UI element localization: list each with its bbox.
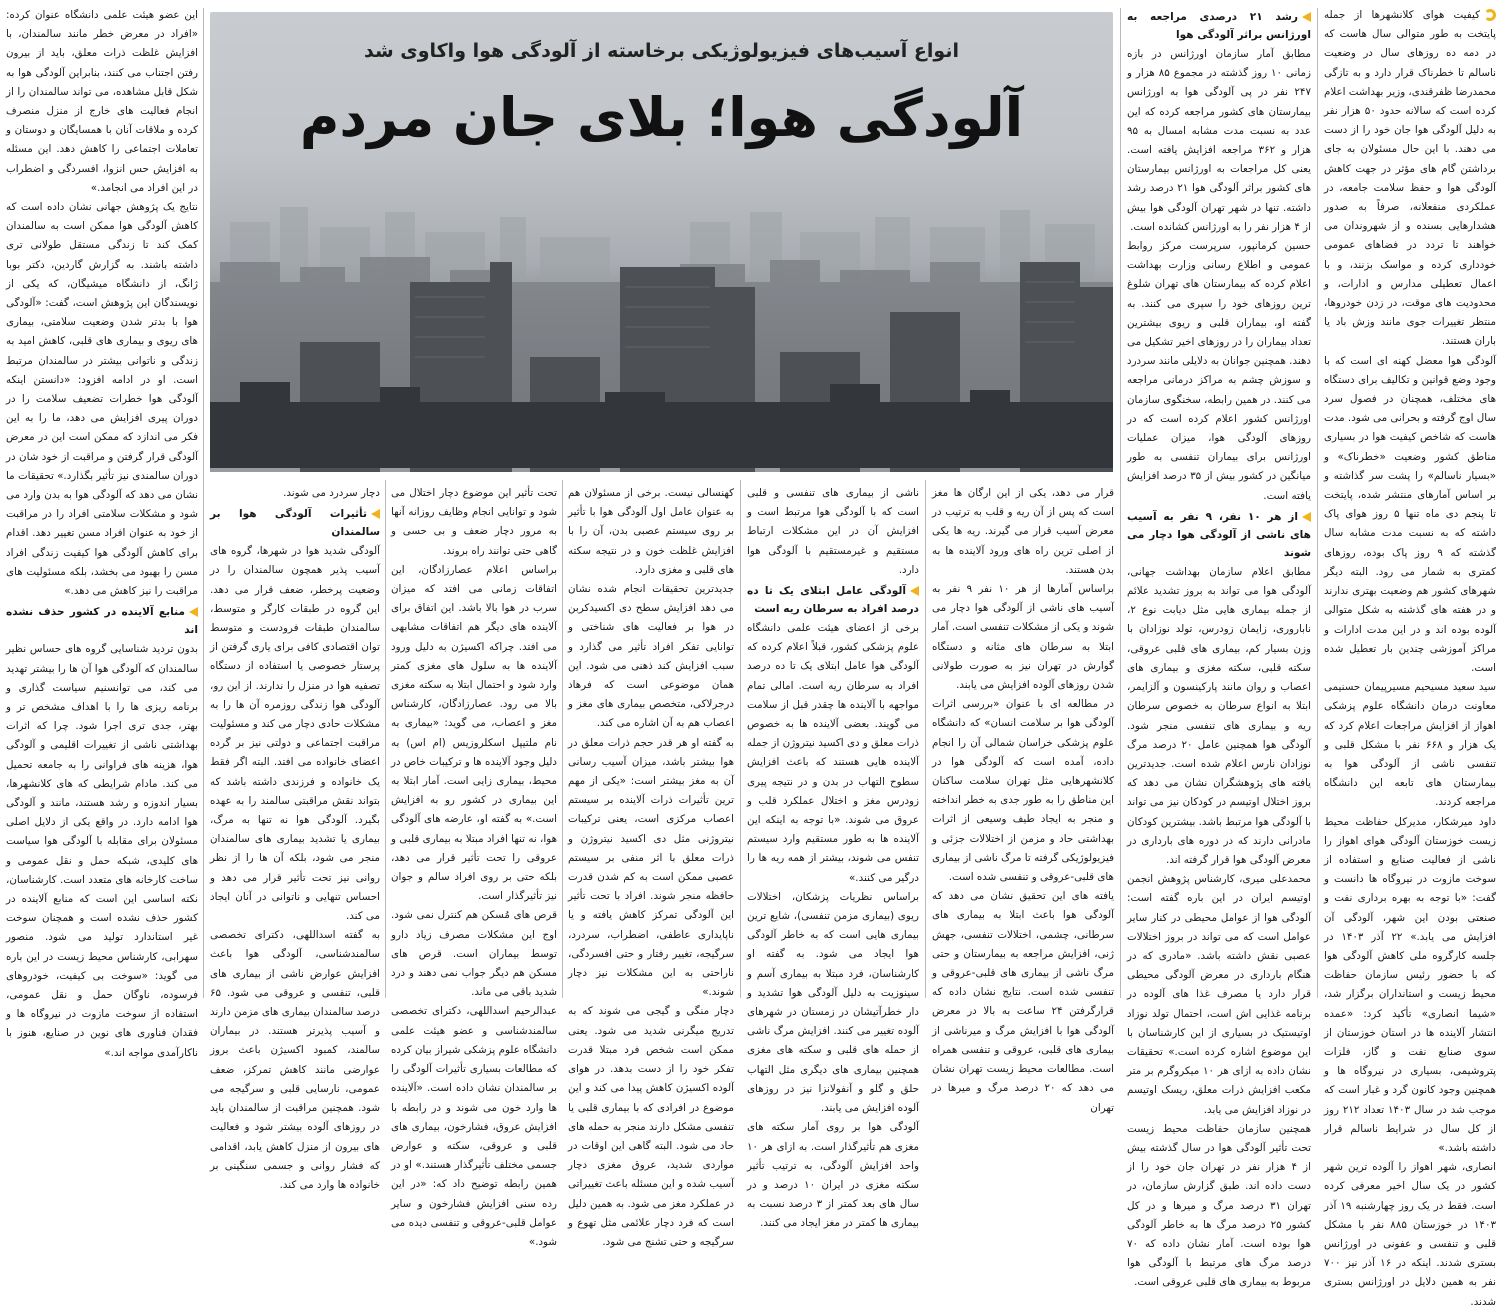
article-column-4: [747, 484, 919, 1230]
article-column-1: [1323, 6, 1497, 1308]
article-column-7: [210, 484, 380, 1191]
paragraph: مطابق اعلام سازمان بهداشت جهانی، آلودگی هوا می تواند به بروز تشدید علائم از جمله بیماری هایی مثل دیابت نوع ۲، ناباروری، زایمان زودرس، تولد نوزادان با وزن بسیار کم، بیماری های قلبی عروقی، سکته قلبی، سکته مغزی و بیماری های اعصاب و روان مانند پارکینسون و آلزایمر، ابتلا به انواع سرطان به خصوص سرطان ریه و بیماری های تنفسی منجر شود. آلودگی هوا همچنین عامل ۲۰ درصد مرگ نوزادان نارس اعلام شده است. جدیدترین یافته های پژوهشگران نشان می دهد که بروز اختلال اوتیسم در کودکان نیز می تواند با آلودگی هوا مرتبط باشد. بیشترین کودکان مادرانی دارند که در دوره های بارداری در معرض آلودگی هوا قرار گرفته اند.: [1127, 565, 1311, 866]
article-column-5: [568, 484, 734, 1248]
paragraph: در مطالعه ای با عنوان «بررسی اثرات آلودگی هوا بر سلامت انسان» که دانشگاه علوم پزشکی خراسان شمالی آن را انجام داده، آمده است که آلودگی هوا در کلانشهرهایی مثل تهران سلامت ساکنان این مناطق را به طور جدی به خطر انداخته و منجر به ایجاد طیف وسیعی از اثرات بهداشتی حاد و مزمن از اختلالات جزئی و فیزیولوژیکی گرفته تا مرگ ناشی از بیماری های قلبی-عروقی و تنفسی شده است.: [932, 698, 1114, 884]
page-headline: آلودگی هوا؛ بلای جان مردم: [299, 86, 1024, 149]
paragraph: آلودگی شدید هوا در شهرها، گروه های آسیب پذیر همچون سالمندان را در وضعیت پرخطر، ضعف قرار می دهد. این گروه در طبقات کارگر و متوسط، سالمندان طبقات فرودست و متوسط توان اقتصادی کافی برای یاری گرفتن از پرستار خصوصی یا استفاده از دستگاه تصفیه هوا در منزل را ندارند. از این رو، آلودگی هوا زندگی روزمره آن ها را به مشکلات حادی دچار می کند و مسئولیت مراقبت اجتماعی و دولتی نیز بر گرده اعضای خانواده می افتد. البته اگر فقط یک خانواده و فرزندی داشته باشد که بتواند نقش مراقبتی سالمند را به عهده بگیرد. آلودگی هوا نه تنها به مرگ، بیماری یا تشدید بیماری های سالمندان منجر می شود، بلکه آن ها را از نظر روانی نیز تحت تأثیر قرار می دهد و احساس تنهایی و ناتوانی در آنان ایجاد می کند.: [210, 545, 380, 923]
paragraph: براساس اعلام عصارزادگان، این اتفاقات زمانی می افتد که میزان سرب در هوا بالا باشد. این اتفاق برای آلاینده های دیگر هم اتفاقات مشابهی می افتد. چراکه اکسیژن به دلیل ورود آلاینده ها به سلول های مغزی کمتر وارد شود و احتمال ابتلا به سکته مغزی بالا می رود. عصارزادگان، کارشناس مغز و اعصاب، می گوید: «بیماری به نام ملتیپل اسکلروزیس (ام اس) به دلیل وجود آلاینده ها و ترکیبات خاص در محیط، بیماری زایی است. آمار ابتلا به این بیماری در کشور رو به افزایش است.» به گفته او، عارضه های آلودگی هوا، نه تنها افراد مبتلا به بیماری قلبی و عروقی را تحت تأثیر قرار می دهد، بلکه حتی بر روی افراد سالم و جوان نیز تأثیرگذار است.: [391, 563, 557, 903]
paragraph: انصاری، شهر اهواز را آلوده ترین شهر کشور در یک سال اخیر معرفی کرده است. فقط در یک روز چهارشنبه ۱۹ آذر ۱۴۰۳ در خوزستان ۸۸۵ نفر با مشکل قلبی و تنفسی و عفونی در اورژانس بستری شدند. اینکه در ۱۶ آذر نیز ۷۰۰ نفر به همین دلایل در اورژانس بستری شدند.: [1324, 1161, 1497, 1308]
headline-subtitle: انواع آسیب‌های فیزیولوژیکی برخاسته از آلودگی هوا واکاوی شد: [364, 40, 959, 62]
article-column-2: [1127, 6, 1312, 1289]
article-column-3: [932, 484, 1114, 1114]
paragraph: آلودگی هوا معضل کهنه ای است که با وجود وضع قوانین و تکالیف برای دستگاه های مختلف، همچنان در فصول سرد سال اوج گرفته و بحرانی می شود. مدت هاست که شاخص کیفیت هوا در بسیاری مناطق کشور وضعیت «خطرناک» و «بسیار ناسالم» را پشت سر گذاشته و بر اساس آمارهای منتشر شده، پایتخت تا پنجم دی ماه تنها ۵ روز هوای پاک داشته که به نسبت مدت مشابه سال گذشته که ۹ روز پاک بوده، روزهای کمتری به شمار می رود. البته دیگر شهرهای کشور هم وضعیت بهتری ندارند و در هفته های گذشته به شکل متوالی آلوده بوده اند و در این مدت ادارات و مراکز آموزشی چندین بار تعطیل شده است.: [1324, 354, 1497, 674]
paragraph: این عضو هیئت علمی دانشگاه عنوان کرده: «افراد در معرض خطر مانند سالمندان، با افزایش غلظت ذرات معلق، باید از بیرون رفتن اجتناب می کنند، بنابراین آلودگی هوا به شکل قابل مشاهده، می تواند سالمندان را از انجام فعالیت های خارج از منزل منصرف کرده و ملاقات آنان با همسایگان و دوستان و تعاملات اجتماعی را کاهش دهد. این مسئله به افزایش حس انزوا، افسردگی و اضطراب در این افراد می انجامد.»: [6, 9, 198, 194]
paragraph: تحت تأثیر این موضوع دچار اختلال می شود و توانایی انجام وظایف روزانه آنها به مرور دچار ضعف و بی حسی و گاهی حتی توانند راه بروند.: [391, 487, 557, 557]
hero-photo: [210, 12, 1113, 468]
column-rule: [385, 480, 386, 998]
column-rule: [740, 480, 741, 998]
column-rule: [1120, 8, 1121, 998]
paragraph: به گفته او هر قدر حجم ذرات معلق در هوا بیشتر باشد، میزان آسیب رسانی آن به مغز بیشتر است: «یکی از مهم ترین تأثیرات ذرات آلاینده بر سیستم اعصاب مرکزی است، یعنی ترکیبات نیتروژنی مثل دی اکسید نیتروژن و ذرات معلق با اثر منفی بر سیستم عصبی ممکن است به کم شدن قدرت حافظه منجر شوند. افراد با تحت تأثیر این آلودگی تمرکز کاهش یافته و یا ناپایداری عاطفی، اضطراب، سردرد، سرگیجه، تغییر رفتار و حتی افسردگی، ناراحتی به این مشکلات نیز دچار شوند.»: [568, 736, 734, 999]
section-subheading: از هر ۱۰ نفر، ۹ نفر به آسیب های ناشی از آلودگی هوا دچار می شوند: [1127, 508, 1311, 562]
paragraph: به گفته اسداللهی، دکترای تخصصی سالمندشناسی، آلودگی هوا باعث افزایش عوارض ناشی از بیماری های قلبی، تنفسی و عروقی می شود. ۶۵ درصد سالمندان بیماری های مزمن دارند و آسیب پذیرتر هستند. در بیماران سالمند، کمبود اکسیژن باعث بروز عوارضی مانند کاهش تمرکز، ضعف عمومی، نارسایی قلبی و سرگیجه می شود. همچنین مراقبت از سالمندان باید در روزهای آلوده بیشتر شود و فعالیت های بیرون از منزل کاهش یابد، اقدامی که فشار روانی و جسمی سنگینی بر خانواده ها وارد می کند.: [210, 929, 380, 1191]
paragraph: ناشی از بیماری های تنفسی و قلبی است که با آلودگی هوا مرتبط است و افزایش آن در این مشکلات ارتباط مستقیم و غیرمستقیم با آلودگی هوا دارد.: [747, 487, 919, 576]
section-subheading: رشد ۲۱ درصدی مراجعه به اورژانس براثر آلودگی هوا: [1127, 8, 1311, 44]
paragraph: برخی از اعضای هیئت علمی دانشگاه علوم پزشکی کشور، قبلاً اعلام کرده که آلودگی هوا عامل ابتلای یک تا ده درصد افراد به سرطان ریه است. امالی تمام مواجهه با آلاینده ها چقدر قبل از سلامت می گویند. بعضی آلاینده ها به خصوص ذرات معلق و دی اکسید نیتروژن از جمله آلاینده هایی هستند که باعث افزایش سطوح التهاب در بدن و در نتیجه پیری زودرس مغز و اختلال عملکرد قلب و عروق می شوند. «با توجه به اینکه این آلاینده ها به طور مستقیم وارد سیستم تنفس می شوند، بیشتر از همه ریه ها را درگیر می کنند.»: [747, 622, 919, 884]
paragraph: مطابق آمار سازمان اورژانس در بازه زمانی ۱۰ روز گذشته در مجموع ۸۵ هزار و ۲۴۷ نفر در پی آلودگی هوا به اورژانس بیمارستان های کشور مراجعه کرده که این عدد به نسبت مدت مشابه امسال به ۹۵ هزار و ۳۶۲ مراجعه افزایش یافته است. یعنی کل مراجعات به اورژانس بیمارستان های کشور براثر آلودگی هوا ۲۱ درصد رشد داشته. تنها در شهر تهران آلودگی هوا بیش از ۴ هزار نفر را به اورژانس کشانده است.: [1127, 48, 1311, 233]
section-subheading: آلودگی عامل ابتلای یک تا ده درصد افراد به سرطان ریه است: [747, 582, 919, 618]
paragraph: آلودگی هوا بر روی آمار سکته های مغزی هم تأثیرگذار است. به ازای هر ۱۰ واحد افزایش آلودگی، به ترتیب تأثیر سکته مغزی در ایران ۱۰ درصد و در سال های بعد کمتر از ۳ درصد نسبت به بیماری ها کمتر در مغز ایجاد می کنند.: [747, 1121, 919, 1230]
paragraph: جدیدترین تحقیقات انجام شده نشان می دهد افزایش سطح دی اکسیدکربن در هوا بر فعالیت های شناختی و توانایی تفکر افراد تأثیر می گذارد و سبب افزایش کند ذهنی می شود. این همان موضوعی است که فرهاد درجرلاکی، متخصص بیماری های مغز و اعصاب هم به آن اشاره می کند.: [568, 583, 734, 730]
section-subheading: تأثیرات آلودگی هوا بر سالمندان: [210, 505, 380, 541]
paragraph: یافته های این تحقیق نشان می دهد که آلودگی هوا باعث ابتلا به بیماری های سرطانی، چشمی، اختلالات تنفسی، جهش ژنی، افزایش مراجعه به بیمارستان و حتی مرگ ناشی از بیماری های قلبی-عروقی و تنفسی شده است. نتایج نشان داده که قرارگرفتن ۲۴ ساعت به بالا در معرض آلودگی هوا با افزایش مرگ و میرناشی از بیماری های قلبی، عروقی و تنفسی همراه است. مطالعات محیط زیست تهران نشان می دهد که ۲۰ درصد مرگ و میرها در تهران: [932, 890, 1114, 1114]
paragraph: دچار منگی و گیجی می شوند که به تدریج میگرنی شدید می شود. یعنی ممکن است شخص فرد مبتلا قدرت تفکر خود را از دست بدهد. در هوای آلوده اکسیژن کاهش پیدا می کند و این موضوع در افرادی که با بیماری قلبی یا تنفسی مشکل دارند منجر به حمله های حاد می شود. البته گاهی این اوقات در مواردی شدید، عروق مغزی دچار آسیب شده و این مسئله باعث تغییراتی در عملکرد مغز می شود. به همین دلیل است که فرد دچار علائمی مثل تهوع و سرگیجه و حتی تشنج می شود.: [568, 1005, 734, 1248]
section-subheading: منابع آلاینده در کشور حذف نشده اند: [6, 603, 198, 639]
paragraph: کیفیت هوای کلانشهرها از جمله پایتخت به طور متوالی سال هاست که در دمه ده روزهای سال در وضعیت ناسالم تا خطرناک قرار دارد و به تازگی محمدرضا ظفرقندی، وزیر بهداشت اعلام کرده است که سالانه حدود ۵۰ هزار نفر به دلیل آلودگی هوا جان خود را از دست می دهند. با این حال مسئولان به جای برداشتن گام های مؤثر در جهت کاهش آلودگی هوا و حفظ سلامت جامعه، در عملکردی منفعلانه، صرفاً به صدور هشدارهایی بسنده و از شهروندان می خواهند تا تردد در فضاهای عمومی خودداری کرده و مواسک بزنند، و با اعمال تعطیلی مدارس و ادارات، و محدودیت های موقت، در زدن خودروها، منتظر تغییرات جوی مانند وزش باد یا باران هستند.: [1324, 6, 1496, 352]
column-rule: [562, 480, 563, 998]
article-column-8: [6, 6, 198, 1059]
paragraph: قرار می دهد، یکی از این ارگان ها مغز است که پس از آن ریه و قلب به ترتیب در معرض آسیب قرار می گیرند. ریه ها یکی از اصلی ترین راه های ورود آلاینده ها به بدن هستند.: [932, 487, 1114, 576]
paragraph: داود میرشکار، مدیرکل حفاظت محیط زیست خوزستان آلودگی هوای اهواز را ناشی از فعالیت صنایع و استفاده از سوخت مازوت در نیروگاه ها دانست و گفت: «با توجه به بهره برداری نفت و صنعتی بودن این شهر، آلودگی آن افزایش می یابد.» ۲۲ آذر ۱۴۰۳ در جلسه کارگروه ملی کاهش آلودگی هوا که با حضور رئیس سازمان حفاظت محیط زیست و استانداران برگزار شد، «شیما انصاری» تأکید کرد: «عمده انتشار آلاینده ها در استان خوزستان از سوی صنایع نفت و گاز، فلزات پتروشیمی، بسیاری در نیروگاه ها و همچنین وجود کانون گرد و غبار است که موجب شد در سال ۱۴۰۳ تعداد ۲۱۲ روز از کل سال در شرایط ناسالم قرار داشته باشد.»: [1324, 815, 1496, 1154]
paragraph: محمدعلی میری، کارشناس پژوهش انجمن اوتیسم ایران در این باره گفته است: آلودگی هوا از عوامل محیطی در کنار سایر عوامل است که می تواند در بروز اختلالات عصبی نقش داشته باشد. «مادری که در هنگام بارداری در معرض آلودگی محیطی قرار دارد یا مصرف غذا های آلوده در برنامه غذایی اش است، احتمال تولد نوزاد اوتیستیک در بسیاری از این کارشناسان با این موضوع اشاره کرده است.» تحقیقات نشان داده به ازای هر ۱۰ میکروگرم بر متر مکعب افزایش ذرات معلق، ریسک اوتیسم در نوزاد افزایش می یابد.: [1127, 873, 1312, 1116]
paragraph: نتایج یک پژوهش جهانی نشان داده است که کاهش آلودگی هوا ممکن است به سالمندان کمک کند تا زندگی مستقل طولانی تری داشته باشند. به گزارش گاردین، دکتر بوبا ژانگ، از دانشگاه میشیگان، که یکی از نویسندگان این پژوهش است، گفت: «آلودگی هوا با بدتر شدن وضعیت سلامتی، بیماری های ریوی و بیماری های قلبی، کاهش امید به زندگی و ناتوانی بیشتر در سالمندان مرتبط است. او در ادامه افزود: «دانستن اینکه آلودگی هوا خطرات تضعیف سلامت را در دوران پیری افزایش می دهد، ما را به این فکر می اندازد که ممکن است این در معرض آلودگی قرار گرفتن و مراقبت از خود شان در دوران سالمندی نیز تأثیر بگذارد.» تحقیقات ما نشان می دهد که آلودگی هوا به بدن وارد می شود و مشکلات سلامتی افراد را در مراقبت از خود به عنوان افراد مسن تغییر دهد. اقدام برای کاهش آلودگی هوا کیفیت زندگی افراد مسن را بهبود می بخشد، بلکه مسئولیت های مراقبت را نیز کاهش می دهد.»: [6, 201, 198, 598]
city-skyline-image: [210, 12, 1113, 468]
paragraph: براساس آمارها از هر ۱۰ نفر ۹ نفر به آسیب های ناشی از آلودگی هوا دچار می شوند و یکی از مشکلات تنفسی است. آمار ابتلا به سرطان های مثانه و دستگاه گوارش در تهران نیز به صورت طولانی شدن روزهای آلوده افزایش می یابند.: [932, 583, 1114, 692]
paragraph: عبدالرحیم اسداللهی، دکترای تخصصی سالمندشناسی و عضو هیئت علمی دانشگاه علوم پزشکی شیراز بیان کرده که مطالعات بسیاری تأثیرات آلودگی را بر سالمندان نشان داده است. «آلاینده ها وارد خون می شوند و در رابطه با افزایش عروق، فشارخون، بیماری های قلبی و عروقی، سکته و عوارض جسمی مختلف تأثیرگذار هستند.» او در همین رابطه توضیح داد که: «در این رده سنی افزایش فشارخون و سایر عوامل قلبی-عروقی و تنفسی دیده می شود.»: [391, 1005, 557, 1248]
article-column-6: [391, 484, 557, 1248]
paragraph: قرص های مُسکن هم کنترل نمی شود. اوج این مشکلات مصرف زیاد دارو توسط بیماران است. قرص های مسکن هم دیگر جواب نمی دهند و درد شدید باقی می ماند.: [391, 909, 557, 999]
paragraph: دچار سردرد می شوند.: [283, 487, 380, 499]
column-rule: [925, 480, 926, 998]
paragraph: کهنسالی نیست. برخی از مسئولان هم به عنوان عامل اول آلودگی هوا با تأثیر بر روی سیستم عصبی بدن، آن را با افزایش غلظت خون و در نتیجه سکته های قلبی و مغزی دارد.: [568, 487, 734, 576]
column-rule: [1317, 8, 1318, 998]
paragraph: همچنین سازمان حفاظت محیط زیست تحت تأثیر آلودگی هوا در سال گذشته بیش از ۴ هزار نفر در تهران جان خود را از دست داده اند. طبق گزارش سازمان، در تهران ۳۱ درصد مرگ و میرها و در کل کشور ۲۵ درصد مرگ ها به خاطر آلودگی هوا بوده است. آمار نشان داده که ۷۰ درصد مرگ های مرتبط با آلودگی هوا مربوط به بیماری های قلبی عروقی است.: [1127, 1122, 1312, 1289]
paragraph: سید سعید مسیحیم مسیرپیمان حسنیمی معاونت درمان دانشگاه علوم پزشکی اهواز از افزایش مراجعات اعلام کرد که یک هزار و ۶۶۸ نفر با مشکل قلبی و تنفسی ناشی از آلودگی هوا به بیمارستان های تابعه این دانشگاه مراجعه کردند.: [1324, 681, 1496, 809]
paragraph: براساس نظریات پزشکان، اختلالات ریوی (بیماری مزمن تنفسی)، شایع ترین بیماری هایی است که به خاطر آلودگی هوا ایجاد می شود. به گفته او کارشناسان، فرد مبتلا به بیماری آسم و سینوزیت به دلیل آلودگی هوا تشدید و دار خطرآتیشان در زمستان در شهرهای آلوده تغییر می کنند. افزایش مرگ ناشی از حمله های قلبی و سکته های مغزی همچنین بیماری های دیگری مثل التهاب حلق و گلو و آنفولانزا نیز در روزهای آلوده افزایش می یابند.: [747, 890, 919, 1115]
paragraph: بدون تردید شناسایی گروه های حساس نظیر سالمندان که آلودگی هوا آن ها را بیشتر تهدید می کند، می توانسنیم سیاست گذاری و برنامه ریزی ها را با اهداف مشخص تر و بهتر، جدی تری اجرا شود. چرا که اثرات بهداشتی ناشی از تغییرات اقلیمی و آلودگی هوا، هزینه های فراوانی را به جامعه تحمیل می کند. مادام شرایطی که های کلانشهرها، بسیار اندوزه و رشد هستند، مانند و آلودگی هوا ادامه دارد. در واقع یکی از دلایل اصلی مسئولان برای مقابله با آلودگی هوا سیاست های کلیدی، شبکه حمل و نقل عمومی و ساخت کارخانه های متعدد است. کارشناسان، نکته اساسی این است که منابع آلاینده در کشور حذف نشده است و همچنان سوخت غیر استاندارد تولید می شود. منصور سهرابی، کارشناس محیط زیست در این باره می گوید: «سوخت بی کیفیت، خودروهای فرسوده، ناوگان حمل و نقل عمومی، استفاده از سوخت مازوت در نیروگاه ها و فقدان فناوری های نوین در صنایع، هنوز با ناکارآمدی مواجه اند.»: [6, 643, 198, 1059]
column-rule: [203, 8, 204, 998]
paragraph: حسین کرمانپور، سرپرست مرکز روابط عمومی و اطلاع رسانی وزارت بهداشت اعلام کرده که بیمارستان های تهران شلوغ ترین روزهای خود را سپری می کنند. به گفته او، بیماران قلبی و ریوی بیشترین تعداد بیماران را در روزهای اخیر تشکیل می دهند. همچنین جوانان به دلایلی مانند سردرد و سوزش چشم به مراکز درمانی مراجعه می کنند. در همین رابطه، سخنگوی سازمان اورژانس کشور اعلام کرده است که در روزهای آلودگی هوا، میزان عملیات اورژانس برای بیماران تنفسی به طور میانگین در کشور بیش از ۳۵ درصد افزایش یافته است.: [1127, 240, 1311, 502]
